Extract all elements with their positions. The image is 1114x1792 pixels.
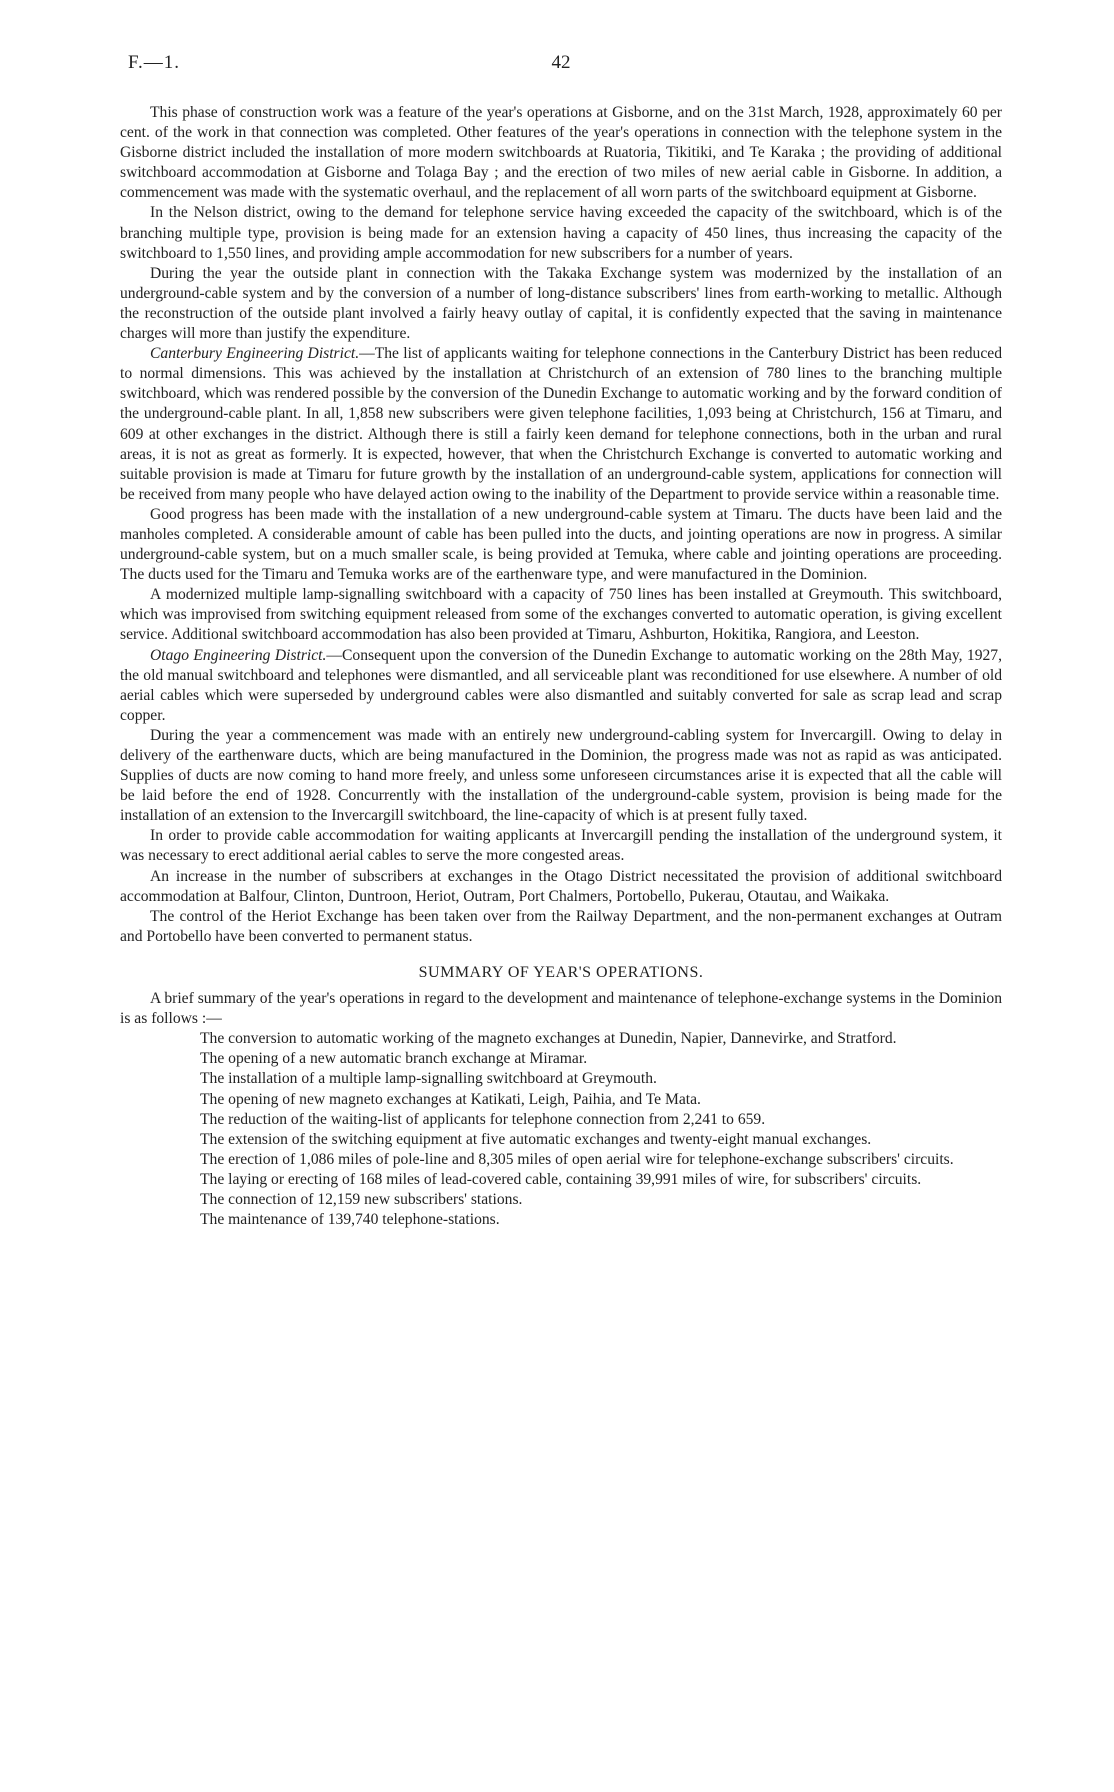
paragraph-text: Good progress has been made with the installation of a new underground-cable system at Timaru. The ducts have been laid and the manholes completed. A considerable amount of cable has been pulled into the ducts, and jointing operations are now in progress. A similar underground-cable system, but on a much smaller scale, is being provided at Temuka, where cable and jointing operations are proceeding. The ducts used for the Timaru and Temuka works are of the earthenware type, and were manufactured in the Dominion. — [120, 505, 1002, 584]
body-paragraph — [120, 103, 1002, 203]
paragraph-text: The control of the Heriot Exchange has been taken over from the Railway Department, and the non-permanent exchanges at Outram and Portobello have been converted to permanent status. — [120, 907, 1002, 945]
paragraph-text: An increase in the number of subscribers at exchanges in the Otago District necessitated the provision of additional switchboard accommodation at Balfour, Clinton, Duntroon, Heriot, Outram, Port Chalmers, Portobello, Pukerau, Otautau, and Waikaka. — [120, 867, 1002, 905]
body-paragraph — [120, 646, 1002, 726]
body-paragraph — [120, 867, 1002, 907]
summary-item: The reduction of the waiting-list of applicants for telephone connection from 2,241 to 659. — [200, 1110, 766, 1128]
summary-item: The conversion to automatic working of the magneto exchanges at Dunedin, Napier, Dannevirke, and Stratford. — [200, 1030, 897, 1048]
page-header — [120, 52, 1002, 82]
body-paragraph — [120, 344, 1002, 505]
paragraph-text: —The list of applicants waiting for telephone connections in the Canterbury District has been reduced to normal dimensions. This was achieved by the installation at Christchurch of an extension of 780 lines to the branching multiple switchboard, which was rendered possible by the conversion of the Dunedin Exchange to automatic working and by the forward condition of the underground-cable plant. In all, 1,858 new subscribers were given telephone facilities, 1,093 being at Christchurch, 156 at Timaru, and 609 at other exchanges in the district. Although there is still a fairly keen demand for telephone connections, both in the urban and rural areas, it is not as great as formerly. It is expected, however, that when the Christchurch Exchange is converted to automatic working and suitable provision is made at Timaru for future growth by the installation of an underground-cable system, applications for connection will be received from many people who have delayed action owing to the inability of the Department to provide service within a reasonable time. — [120, 345, 1002, 503]
summary-intro: A brief summary of the year's operations in regard to the development and maintenance of telephone-exchange systems in the Dominion is as follows :— — [120, 990, 1002, 1028]
paragraph-text: During the year a commencement was made with an entirely new underground-cabling system for Invercargill. Owing to delay in delivery of the earthenware ducts, which are being manufactured in the Dominion, the progress made was not as rapid as was anticipated. Supplies of ducts are now coming to hand more freely, and unless some unforeseen circumstances arise it is expected that all the cable will be laid before the end of 1928. Concurrently with the installation of the underground-cable system, provision is being made for the installation of an extension to the Invercargill switchboard, the line-capacity of which is at present fully taxed. — [120, 726, 1002, 825]
section-heading: SUMMARY OF YEAR'S OPERATIONS. — [418, 963, 704, 981]
page-number: 42 — [551, 52, 571, 73]
summary-item: The installation of a multiple lamp-signalling switchboard at Greymouth. — [200, 1070, 657, 1088]
paragraph-lead: Canterbury Engineering District. — [150, 345, 360, 363]
body-paragraph — [120, 907, 1002, 947]
paragraph-text: A modernized multiple lamp-signalling switchboard with a capacity of 750 lines has been installed at Greymouth. This switchboard, which was improvised from switching equipment released from some of the exchanges converted to automatic operation, is giving excellent service. Additional switchboard accommodation has also been provided at Timaru, Ashburton, Hokitika, Rangiora, and Leeston. — [120, 586, 1002, 644]
body-paragraph — [120, 585, 1002, 645]
paragraph-list — [120, 103, 1002, 947]
paragraph-text: This phase of construction work was a feature of the year's operations at Gisborne, and on the 31st March, 1928, approximately 60 per cent. of the work in that connection was completed. Other features of the year's operations in connection with the telephone system in the Gisborne district included the installation of more modern switchboards at Ruatoria, Tikitiki, and Te Karaka ; the providing of additional switchboard accommodation at Gisborne and Tolaga Bay ; and the erection of two miles of new aerial cable in Gisborne. In addition, a commencement was made with the systematic overhaul, and the replacement of all worn parts of the switchboard equipment at Gisborne. — [120, 104, 1002, 202]
summary-item: The connection of 12,159 new subscribers' stations. — [200, 1190, 523, 1208]
report-reference: F.—1. — [128, 52, 181, 73]
body-paragraph — [120, 264, 1002, 344]
paragraph-lead: Otago Engineering District. — [150, 646, 327, 664]
body-paragraph — [120, 726, 1002, 826]
summary-item: The erection of 1,086 miles of pole-line and 8,305 miles of open aerial wire for telephone-exchange subscribers' circuits. — [200, 1150, 954, 1168]
summary-list — [120, 1029, 1002, 1230]
summary-item: The laying or erecting of 168 miles of lead-covered cable, containing 39,991 miles of wire, for subscribers' circuits. — [200, 1170, 922, 1188]
paragraph-text: In the Nelson district, owing to the demand for telephone service having exceeded the capacity of the switchboard, which is of the branching multiple type, provision is being made for an extension having a capacity of 450 lines, thus increasing the capacity of the switchboard to 1,550 lines, and providing ample accommodation for new subscribers for a number of years. — [120, 204, 1002, 262]
paragraph-text: —Consequent upon the conversion of the Dunedin Exchange to automatic working on the 28th May, 1927, the old manual switchboard and telephones were dismantled, and all serviceable plant was reconditioned for use elsewhere. A number of old aerial cables which were superseded by underground cables were also dismantled and suitably converted for sale as scrap lead and scrap copper. — [120, 646, 1002, 724]
summary-item: The extension of the switching equipment at five automatic exchanges and twenty-eight manual exchanges. — [200, 1130, 872, 1148]
paragraph-text: During the year the outside plant in connection with the Takaka Exchange system was modernized by the installation of an underground-cable system and by the conversion of a number of long-distance subscribers' lines from earth-working to metallic. Although the reconstruction of the outside plant involved a fairly heavy outlay of capital, it is confidently expected that the saving in maintenance charges will more than justify the expenditure. — [120, 264, 1002, 343]
page-body — [120, 103, 1002, 1230]
summary-item: The opening of a new automatic branch exchange at Miramar. — [200, 1050, 588, 1068]
summary-item: The maintenance of 139,740 telephone-stations. — [200, 1211, 500, 1229]
body-paragraph — [120, 203, 1002, 263]
body-paragraph — [120, 826, 1002, 866]
summary-item: The opening of new magneto exchanges at Katikati, Leigh, Paihia, and Te Mata. — [200, 1090, 701, 1108]
body-paragraph — [120, 505, 1002, 585]
paragraph-text: In order to provide cable accommodation for waiting applicants at Invercargill pending the installation of the underground system, it was necessary to erect additional aerial cables to serve the more congested areas. — [120, 827, 1002, 865]
